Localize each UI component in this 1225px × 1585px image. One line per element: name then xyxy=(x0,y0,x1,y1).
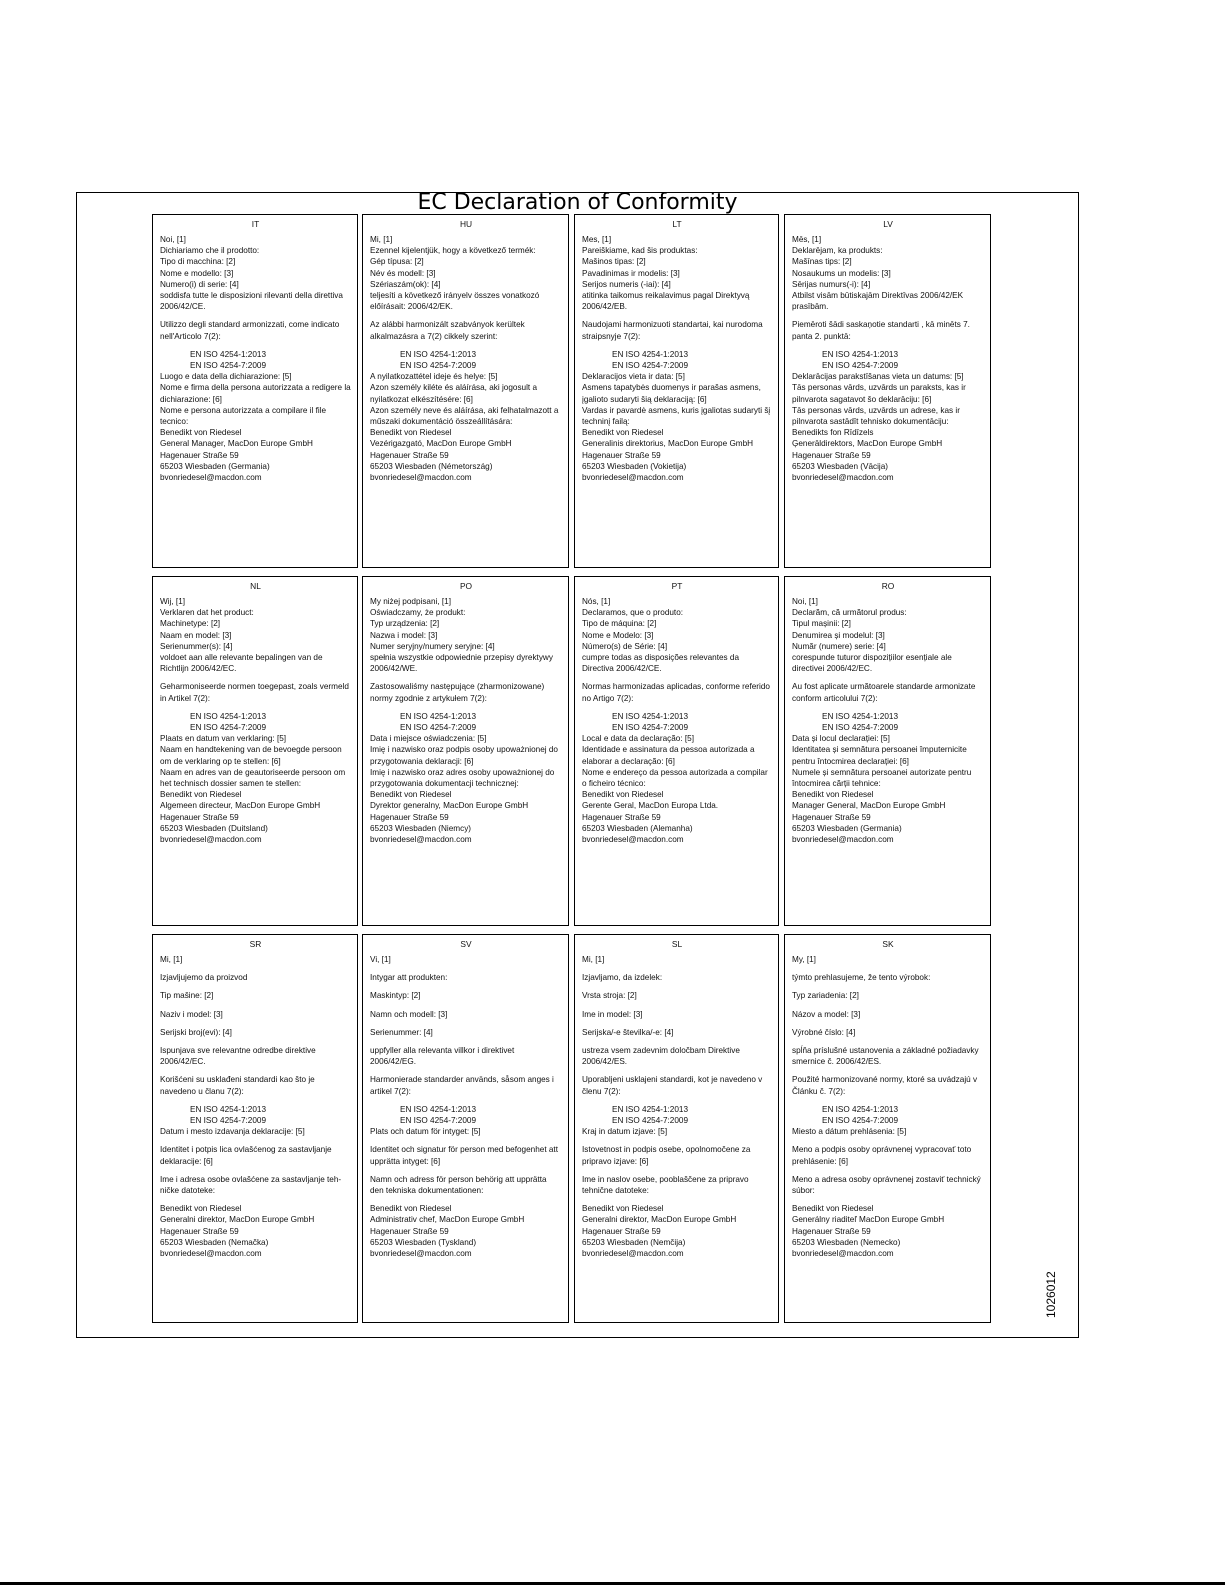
declaration-line: Név és modell: [3] xyxy=(370,268,436,278)
declaration-line: EN ISO 4254-7:2009 xyxy=(190,1116,267,1126)
declaration-line: Typ zariadenia: [2] xyxy=(792,991,859,1001)
declaration-line: Hagenauer Straße 59 xyxy=(160,1226,239,1236)
declaration-line: Miesto a dátum prehlásenia: [5] xyxy=(792,1127,907,1137)
declaration-card-po xyxy=(362,576,569,926)
declaration-line: Au fost aplicate următoarele standarde armonizate conform articolului 7(2): xyxy=(792,682,978,703)
declaration-line: Hagenauer Straße 59 xyxy=(792,450,871,460)
declaration-line: bvonriedesel@macdon.com xyxy=(792,835,894,845)
declaration-card-it xyxy=(152,214,358,568)
declaration-card-sk xyxy=(784,934,991,1323)
line-spacer xyxy=(792,312,984,319)
language-code: SR xyxy=(249,939,262,949)
line-spacer xyxy=(370,965,562,972)
declaration-line: My, [1] xyxy=(792,955,816,964)
declaration-line: Identitatea și semnătura persoanei împuternicite pentru întocmirea declarației: [6] xyxy=(792,745,970,766)
line-spacer xyxy=(792,1038,984,1045)
declaration-line: Numer seryjny/numery seryjne: [4] xyxy=(370,641,495,651)
line-spacer xyxy=(582,1097,772,1104)
declaration-line: Geharmoniseerde normen toegepast, zoals vermeld in Artikel 7(2): xyxy=(160,682,352,703)
declaration-line: Dyrektor generalny, MacDon Europe GmbH xyxy=(370,801,529,811)
declaration-line: Mes, [1] xyxy=(582,235,612,244)
language-code: HU xyxy=(459,219,473,229)
declaration-line: Vrsta stroja: [2] xyxy=(582,991,637,1001)
line-spacer xyxy=(370,1002,562,1009)
declaration-line: Hagenauer Straße 59 xyxy=(582,812,661,822)
declaration-line: Deklaracijos vieta ir data: [5] xyxy=(582,372,685,382)
declaration-line: bvonriedesel@macdon.com xyxy=(582,1249,684,1259)
declaration-line: bvonriedesel@macdon.com xyxy=(160,473,262,483)
declaration-line: Normas harmonizadas aplicadas, conforme referido no Artigo 7(2): xyxy=(582,682,773,703)
declaration-line: Uporabljeni usklajeni standardi, kot je navedeno v členu 7(2): xyxy=(582,1075,765,1096)
declaration-line: Azon személy neve és aláírása, aki felhatalmazott a műszaki dokumentáció összeállítására: xyxy=(370,405,561,427)
declaration-line: Benedikt von Riedesel xyxy=(160,428,242,438)
language-code: SL xyxy=(671,939,683,949)
declaration-line: Identitet och signatur för person med befogenhet att upprätta intyget: [6] xyxy=(370,1145,561,1166)
declaration-line: 65203 Wiesbaden (Tyskland) xyxy=(370,1237,477,1247)
declaration-line: Tipo di macchina: [2] xyxy=(160,257,236,267)
declaration-line: Machinetype: [2] xyxy=(160,619,221,629)
declaration-line: Asmens tapatybės duomenys ir parašas asmens, įgalioto sudaryti šią deklaraciją: [6] xyxy=(582,383,764,404)
declaration-line: Wij, [1] xyxy=(160,597,186,606)
declaration-line: Luogo e data della dichiarazione: [5] xyxy=(160,372,292,382)
declaration-line: Administrativ chef, MacDon Europe GmbH xyxy=(370,1215,525,1225)
line-spacer xyxy=(370,983,562,990)
declaration-line: Nome e endereço da pessoa autorizada a compilar o ficheiro técnico: xyxy=(582,767,770,789)
declaration-line: Imię i nazwisko oraz podpis osoby upoważnionej do przygotowania deklaracji: [6] xyxy=(370,745,561,766)
declaration-line: EN ISO 4254-1:2013 xyxy=(400,349,477,359)
declaration-line: voldoet aan alle relevante bepalingen van de Richtlijn 2006/42/EC. xyxy=(160,653,325,674)
declaration-card-lv xyxy=(784,214,991,568)
declaration-card-pt xyxy=(574,576,779,926)
declaration-line: Mašinos tipas: [2] xyxy=(582,257,646,267)
language-code: PO xyxy=(459,581,473,591)
declaration-line: Ime i adresa osobe ovlašćene za sastavljanje teh-ničke datoteke: xyxy=(160,1174,342,1196)
line-spacer xyxy=(160,1196,351,1203)
declaration-line: Použité harmonizované normy, ktoré sa uvádzajú v Článku č. 7(2): xyxy=(792,1075,980,1096)
declaration-line: Názov a model: [3] xyxy=(792,1009,861,1019)
declaration-line: Plats och datum för intyget: [5] xyxy=(370,1127,481,1137)
declaration-line: Tās personas vārds, uzvārds un adrese, kas ir pilnvarota sastādīt tehnisko dokumentāciju: xyxy=(792,405,963,427)
declaration-line: Naziv i model: [3] xyxy=(160,1009,223,1019)
declaration-line: Mēs, [1] xyxy=(792,235,822,244)
declaration-line: Generalni direktor, MacDon Europe GmbH xyxy=(160,1215,315,1225)
declaration-line: 65203 Wiesbaden (Duitsland) xyxy=(160,823,268,833)
line-spacer xyxy=(370,1196,562,1203)
declaration-line: Imię i nazwisko oraz adres osoby upoważnionej do przygotowania dokumentacji technicznej: xyxy=(370,767,557,789)
declaration-line: Pavadinimas ir modelis: [3] xyxy=(582,268,680,278)
line-spacer xyxy=(582,1167,772,1174)
declaration-line: Benedikt von Riedesel xyxy=(370,1204,452,1214)
page-title: EC Declaration of Conformity xyxy=(417,190,738,215)
declaration-line: Namn och modell: [3] xyxy=(370,1009,448,1019)
declaration-line: Ģenerāldirektors, MacDon Europe GmbH xyxy=(792,439,943,449)
declaration-line: Local e data da declaração: [5] xyxy=(582,734,694,744)
declaration-line: Pareiškiame, kad šis produktas: xyxy=(582,246,698,256)
declaration-line: Numero(i) di serie: [4] xyxy=(160,279,239,289)
line-spacer xyxy=(582,965,772,972)
line-spacer xyxy=(370,1067,562,1074)
declaration-line: Verklaren dat het product: xyxy=(160,608,254,618)
declaration-line: Piemēroti šādi saskaņotie standarti , kā minēts 7. panta 2. punktā: xyxy=(792,320,973,341)
language-code: LV xyxy=(883,219,893,229)
declaration-line: Identidade e assinatura da pessoa autorizada a elaborar a declaração: [6] xyxy=(582,745,757,766)
declaration-line: Mi, [1] xyxy=(160,955,183,964)
declaration-line: Mi, [1] xyxy=(582,955,605,964)
declaration-line: Tās personas vārds, uzvārds un paraksts, kas ir pilnvarota sagatavot šo deklarāciju: [6] xyxy=(792,383,969,404)
declaration-line: 65203 Wiesbaden (Niemcy) xyxy=(370,823,472,833)
declaration-line: bvonriedesel@macdon.com xyxy=(370,473,472,483)
line-spacer xyxy=(160,1038,351,1045)
declaration-line: Mašīnas tips: [2] xyxy=(792,257,852,267)
declaration-line: Data și locul declarației: [5] xyxy=(792,734,890,744)
declaration-line: Maskintyp: [2] xyxy=(370,991,421,1001)
declaration-line: EN ISO 4254-1:2013 xyxy=(190,711,267,721)
line-spacer xyxy=(792,1167,984,1174)
declaration-line: Intygar att produkten: xyxy=(370,973,448,983)
declaration-line: Número(s) de Série: [4] xyxy=(582,641,668,651)
line-spacer xyxy=(792,342,984,349)
declaration-line: Harmonierade standarder används, såsom anges i artikel 7(2): xyxy=(370,1075,557,1096)
declaration-line: Tip mašine: [2] xyxy=(160,991,214,1001)
line-spacer xyxy=(582,1067,772,1074)
declaration-line: ustreza vsem zadevnim določbam Direktive 2006/42/ES. xyxy=(582,1046,743,1067)
declaration-line: spĺňa príslušné ustanovenia a základné požiadavky smernice č. 2006/42/ES. xyxy=(792,1046,981,1067)
declaration-line: Noi, [1] xyxy=(160,235,186,244)
declaration-line: corespunde tuturor dispozițiilor esențiale ale directivei 2006/42/EC. xyxy=(792,653,955,674)
declaration-line: Număr (numere) serie: [4] xyxy=(792,641,886,651)
declaration-line: EN ISO 4254-1:2013 xyxy=(400,1104,477,1114)
declaration-line: Istovetnost in podpis osebe, opolnomočene za pripravo izjave: [6] xyxy=(582,1145,753,1166)
declaration-line: Manager General, MacDon Europe GmbH xyxy=(792,801,946,811)
declaration-line: Ime in naslov osebe, pooblaščene za pripravo tehnične datoteke: xyxy=(582,1174,751,1196)
line-spacer xyxy=(582,1137,772,1144)
line-spacer xyxy=(792,1067,984,1074)
declaration-line: bvonriedesel@macdon.com xyxy=(582,835,684,845)
declaration-card-nl xyxy=(152,576,358,926)
declaration-card-sr xyxy=(152,934,358,1323)
line-spacer xyxy=(582,312,772,319)
declaration-line: 65203 Wiesbaden (Germania) xyxy=(160,461,270,471)
line-spacer xyxy=(160,312,351,319)
line-spacer xyxy=(582,1020,772,1027)
declaration-line: Nome e modello: [3] xyxy=(160,268,234,278)
declaration-line: Naam en model: [3] xyxy=(160,630,232,640)
declaration-line: Azon személy kiléte és aláírása, aki jogosult a nyilatkozat elkészítésére: [6] xyxy=(370,383,540,404)
declaration-line: Ispunjava sve relevantne odredbe direktive 2006/42/EC. xyxy=(160,1046,318,1067)
declaration-line: bvonriedesel@macdon.com xyxy=(160,1249,262,1259)
line-spacer xyxy=(370,1167,562,1174)
document-number: 1026012 xyxy=(1044,1271,1058,1318)
line-spacer xyxy=(160,1097,351,1104)
line-spacer xyxy=(370,312,562,319)
line-spacer xyxy=(160,1167,351,1174)
declaration-line: EN ISO 4254-7:2009 xyxy=(190,723,267,733)
declaration-card-sl xyxy=(574,934,779,1323)
declaration-line: Benedikt von Riedesel xyxy=(792,790,874,800)
line-spacer xyxy=(370,1137,562,1144)
language-code: PT xyxy=(671,581,683,591)
declaration-line: EN ISO 4254-7:2009 xyxy=(400,1116,477,1126)
declaration-line: Benedikt von Riedesel xyxy=(160,1204,242,1214)
declaration-line: atitinka taikomus reikalavimus pagal Direktyvą 2006/42/EB. xyxy=(582,291,752,312)
line-spacer xyxy=(792,1097,984,1104)
declaration-line: Mi, [1] xyxy=(370,235,393,244)
declaration-line: Identitet i potpis lica ovlašćenog za sastavljanje deklaracije: [6] xyxy=(160,1145,334,1166)
declaration-line: EN ISO 4254-7:2009 xyxy=(400,723,477,733)
declaration-line: Generalinis direktorius, MacDon Europe GmbH xyxy=(582,439,754,449)
declaration-line: Benedikt von Riedesel xyxy=(582,1204,664,1214)
declaration-line: Hagenauer Straße 59 xyxy=(582,1226,661,1236)
declaration-line: Hagenauer Straße 59 xyxy=(160,812,239,822)
declaration-line: Benedikt von Riedesel xyxy=(582,790,664,800)
line-spacer xyxy=(160,965,351,972)
declaration-line: Serienummer(s): [4] xyxy=(160,641,233,651)
line-spacer xyxy=(160,1137,351,1144)
line-spacer xyxy=(370,342,562,349)
line-spacer xyxy=(160,674,351,681)
language-code: NL xyxy=(250,581,261,591)
declaration-line: Naudojami harmonizuoti standartai, kai nurodoma straipsnyje 7(2): xyxy=(582,320,765,341)
language-code: IT xyxy=(251,219,260,229)
line-spacer xyxy=(582,674,772,681)
declaration-line: bvonriedesel@macdon.com xyxy=(792,1249,894,1259)
declaration-card-lt xyxy=(574,214,779,568)
declaration-line: bvonriedesel@macdon.com xyxy=(370,835,472,845)
declaration-line: 65203 Wiesbaden (Nemačka) xyxy=(160,1237,269,1247)
declaration-line: Typ urządzenia: [2] xyxy=(370,619,440,629)
language-code: LT xyxy=(672,219,682,229)
declaration-line: Deklarācijas parakstīšanas vieta un datums: [5] xyxy=(792,372,964,382)
declaration-line: Az alábbi harmonizált szabványok kerültek alkalmazásra a 7(2) cikkely szerint: xyxy=(370,320,528,341)
declaration-line: 65203 Wiesbaden (Németország) xyxy=(370,461,493,471)
declaration-line: Tipul mașinii: [2] xyxy=(792,619,851,629)
declaration-line: EN ISO 4254-1:2013 xyxy=(612,349,689,359)
line-spacer xyxy=(792,1196,984,1203)
declaration-line: Vardas ir pavardė asmens, kuris įgaliotas sudaryti šį techninį failą: xyxy=(582,405,773,427)
declaration-line: EN ISO 4254-7:2009 xyxy=(612,361,689,371)
declaration-line: Nosaukums un modelis: [3] xyxy=(792,268,891,278)
declaration-line: bvonriedesel@macdon.com xyxy=(370,1249,472,1259)
declaration-line: Szériaszám(ok): [4] xyxy=(370,279,441,289)
line-spacer xyxy=(582,983,772,990)
declaration-line: General Manager, MacDon Europe GmbH xyxy=(160,439,313,449)
declaration-line: 65203 Wiesbaden (Germania) xyxy=(792,823,902,833)
declaration-line: Ezennel kijelentjük, hogy a következő termék: xyxy=(370,246,536,256)
declaration-line: Meno a podpis osoby oprávnenej vypracovať toto prehlásenie: [6] xyxy=(792,1145,974,1166)
declaration-line: týmto prehlasujeme, že tento výrobok: xyxy=(792,973,931,983)
declaration-line: Plaats en datum van verklaring: [5] xyxy=(160,734,287,744)
declaration-line: Data i miejsce oświadczenia: [5] xyxy=(370,734,487,744)
declaration-line: Denumirea și modelul: [3] xyxy=(792,630,885,640)
declaration-line: Nazwa i model: [3] xyxy=(370,630,438,640)
declaration-line: Meno a adresa osoby oprávnenej zostaviť technický súbor: xyxy=(792,1174,984,1196)
line-spacer xyxy=(582,342,772,349)
declaration-line: My niżej podpisani, [1] xyxy=(370,597,452,606)
declaration-line: Deklarējam, ka produkts: xyxy=(792,246,883,256)
line-spacer xyxy=(792,1002,984,1009)
line-spacer xyxy=(160,1002,351,1009)
declaration-line: Nós, [1] xyxy=(582,597,611,606)
declaration-line: Generalni direktor, MacDon Europe GmbH xyxy=(582,1215,737,1225)
declaration-line: Declaramos, que o produto: xyxy=(582,608,684,618)
line-spacer xyxy=(792,965,984,972)
declaration-line: Výrobné číslo: [4] xyxy=(792,1027,856,1037)
line-spacer xyxy=(792,1137,984,1144)
declaration-line: Utilizzo degli standard armonizzati, come indicato nell'Articolo 7(2): xyxy=(160,320,342,341)
declaration-line: 65203 Wiesbaden (Nemecko) xyxy=(792,1237,901,1247)
line-spacer xyxy=(582,1038,772,1045)
declaration-line: Algemeen directeur, MacDon Europe GmbH xyxy=(160,801,321,811)
declaration-line: EN ISO 4254-7:2009 xyxy=(400,361,477,371)
declaration-line: Gerente Geral, MacDon Europa Ltda. xyxy=(582,801,719,811)
declaration-line: A nyilatkozattétel ideje és helye: [5] xyxy=(370,372,498,382)
line-spacer xyxy=(160,983,351,990)
declaration-line: Declarăm, că următorul produs: xyxy=(792,608,907,618)
declaration-line: Atbilst visām būtiskajām Direktīvas 2006/42/EK prasībām. xyxy=(792,291,966,312)
declaration-card-sv xyxy=(362,934,569,1323)
declaration-line: Oświadczamy, że produkt: xyxy=(370,608,466,618)
declaration-line: Serijos numeris (-iai): [4] xyxy=(582,279,671,289)
declaration-line: Gép típusa: [2] xyxy=(370,257,424,267)
line-spacer xyxy=(582,1002,772,1009)
declaration-line: Sērijas numurs(-i): [4] xyxy=(792,279,871,289)
declaration-line: Nome e persona autorizzata a compilare il file tecnico: xyxy=(160,405,329,427)
declaration-line: soddisfa tutte le disposizioni rilevanti della direttiva 2006/42/CE. xyxy=(160,291,346,312)
declaration-line: Izjavljamo, da izdelek: xyxy=(582,973,663,983)
declaration-line: Hagenauer Straße 59 xyxy=(792,812,871,822)
line-spacer xyxy=(792,1020,984,1027)
declaration-line: EN ISO 4254-7:2009 xyxy=(612,723,689,733)
declaration-line: EN ISO 4254-1:2013 xyxy=(190,1104,267,1114)
line-spacer xyxy=(160,704,351,711)
declaration-line: Numele și semnătura persoanei autorizate pentru întocmirea cărții tehnice: xyxy=(792,767,974,789)
declaration-line: cumpre todas as disposições relevantes da Directiva 2006/42/CE. xyxy=(582,653,742,674)
declaration-line: 65203 Wiesbaden (Alemanha) xyxy=(582,823,693,833)
declaration-line: Naam en handtekening van de bevoegde persoon om de verklaring op te stellen: [6] xyxy=(160,745,344,766)
declaration-line: EN ISO 4254-1:2013 xyxy=(822,1104,899,1114)
declaration-line: EN ISO 4254-7:2009 xyxy=(822,361,899,371)
language-code: SK xyxy=(882,939,894,949)
declaration-line: EN ISO 4254-7:2009 xyxy=(190,361,267,371)
declaration-line: Datum i mesto izdavanja deklaracije: [5] xyxy=(160,1127,305,1137)
declaration-line: Zastosowaliśmy następujące (zharmonizowane) normy zgodnie z artykułem 7(2): xyxy=(370,682,547,703)
declaration-line: Hagenauer Straße 59 xyxy=(792,1226,871,1236)
declaration-line: Korišćeni su usklađeni standardi kao što je navedeno u članu 7(2): xyxy=(160,1075,318,1096)
line-spacer xyxy=(370,704,562,711)
declaration-line: Benedikt von Riedesel xyxy=(792,1204,874,1214)
declaration-line: Hagenauer Straße 59 xyxy=(370,812,449,822)
declaration-line: EN ISO 4254-1:2013 xyxy=(400,711,477,721)
declaration-line: Kraj in datum izjave: [5] xyxy=(582,1127,668,1137)
declaration-line: Vi, [1] xyxy=(370,955,391,964)
declaration-line: Dichiariamo che il prodotto: xyxy=(160,246,260,256)
declaration-line: Nome e firma della persona autorizzata a redigere la dichiarazione: [6] xyxy=(160,383,353,404)
declaration-line: EN ISO 4254-1:2013 xyxy=(190,349,267,359)
declaration-line: Noi, [1] xyxy=(792,597,818,606)
declaration-line: EN ISO 4254-7:2009 xyxy=(822,723,899,733)
declaration-line: Nome e Modelo: [3] xyxy=(582,630,654,640)
declaration-line: Hagenauer Straße 59 xyxy=(582,450,661,460)
line-spacer xyxy=(160,1020,351,1027)
declaration-line: bvonriedesel@macdon.com xyxy=(582,473,684,483)
declaration-line: Benedikt von Riedesel xyxy=(160,790,242,800)
declaration-line: Serijski broj(evi): [4] xyxy=(160,1027,232,1037)
declaration-line: 65203 Wiesbaden (Vokietija) xyxy=(582,461,687,471)
line-spacer xyxy=(370,674,562,681)
line-spacer xyxy=(160,342,351,349)
declaration-card-hu xyxy=(362,214,569,568)
declaration-line: bvonriedesel@macdon.com xyxy=(792,473,894,483)
declaration-line: EN ISO 4254-1:2013 xyxy=(822,711,899,721)
line-spacer xyxy=(792,704,984,711)
language-code: RO xyxy=(881,581,895,591)
declaration-line: Generálny riaditeľ MacDon Europe GmbH xyxy=(792,1215,945,1225)
language-code: SV xyxy=(460,939,472,949)
declaration-line: EN ISO 4254-7:2009 xyxy=(822,1116,899,1126)
declaration-line: Serijska/-e številka/-e: [4] xyxy=(582,1027,674,1037)
declaration-line: Hagenauer Straße 59 xyxy=(160,450,239,460)
declaration-line: Tipo de máquina: [2] xyxy=(582,619,657,629)
declaration-card-ro xyxy=(784,576,991,926)
declaration-line: spełnia wszystkie odpowiednie przepisy dyrektywy 2006/42/WE. xyxy=(370,653,556,674)
declaration-line: EN ISO 4254-1:2013 xyxy=(822,349,899,359)
declaration-line: Naam en adres van de geautoriseerde persoon om het technisch dossier samen te stellen: xyxy=(160,767,348,789)
declaration-line: Benedikts fon Rīdīzels xyxy=(792,428,874,438)
line-spacer xyxy=(160,1067,351,1074)
declaration-line: teljesíti a következő irányelv összes vonatkozó előírásait: 2006/42/EK. xyxy=(370,291,542,312)
line-spacer xyxy=(582,704,772,711)
declaration-line: 65203 Wiesbaden (Vācija) xyxy=(792,461,889,471)
line-spacer xyxy=(370,1020,562,1027)
declaration-line: Benedikt von Riedesel xyxy=(370,790,452,800)
declaration-line: Hagenauer Straße 59 xyxy=(370,450,449,460)
declaration-line: Serienummer: [4] xyxy=(370,1027,433,1037)
line-spacer xyxy=(370,1038,562,1045)
declaration-line: uppfyller alla relevanta villkor i direktivet 2006/42/EG. xyxy=(370,1046,517,1067)
declaration-line: Izjavljujemo da proizvod xyxy=(160,973,248,983)
declaration-line: Namn och adress för person behörig att upprätta den tekniska dokumentationen: xyxy=(370,1174,549,1196)
declaration-line: EN ISO 4254-1:2013 xyxy=(612,711,689,721)
line-spacer xyxy=(370,1097,562,1104)
declaration-line: Benedikt von Riedesel xyxy=(582,428,664,438)
declaration-line: Benedikt von Riedesel xyxy=(370,428,452,438)
declaration-line: EN ISO 4254-1:2013 xyxy=(612,1104,689,1114)
declaration-line: bvonriedesel@macdon.com xyxy=(160,835,262,845)
line-spacer xyxy=(582,1196,772,1203)
line-spacer xyxy=(792,674,984,681)
declaration-line: Vezérigazgató, MacDon Europe GmbH xyxy=(370,439,512,449)
declaration-line: 65203 Wiesbaden (Nemčija) xyxy=(582,1237,686,1247)
declaration-line: Ime in model: [3] xyxy=(582,1009,643,1019)
declaration-line: EN ISO 4254-7:2009 xyxy=(612,1116,689,1126)
declaration-line: Hagenauer Straße 59 xyxy=(370,1226,449,1236)
line-spacer xyxy=(792,983,984,990)
